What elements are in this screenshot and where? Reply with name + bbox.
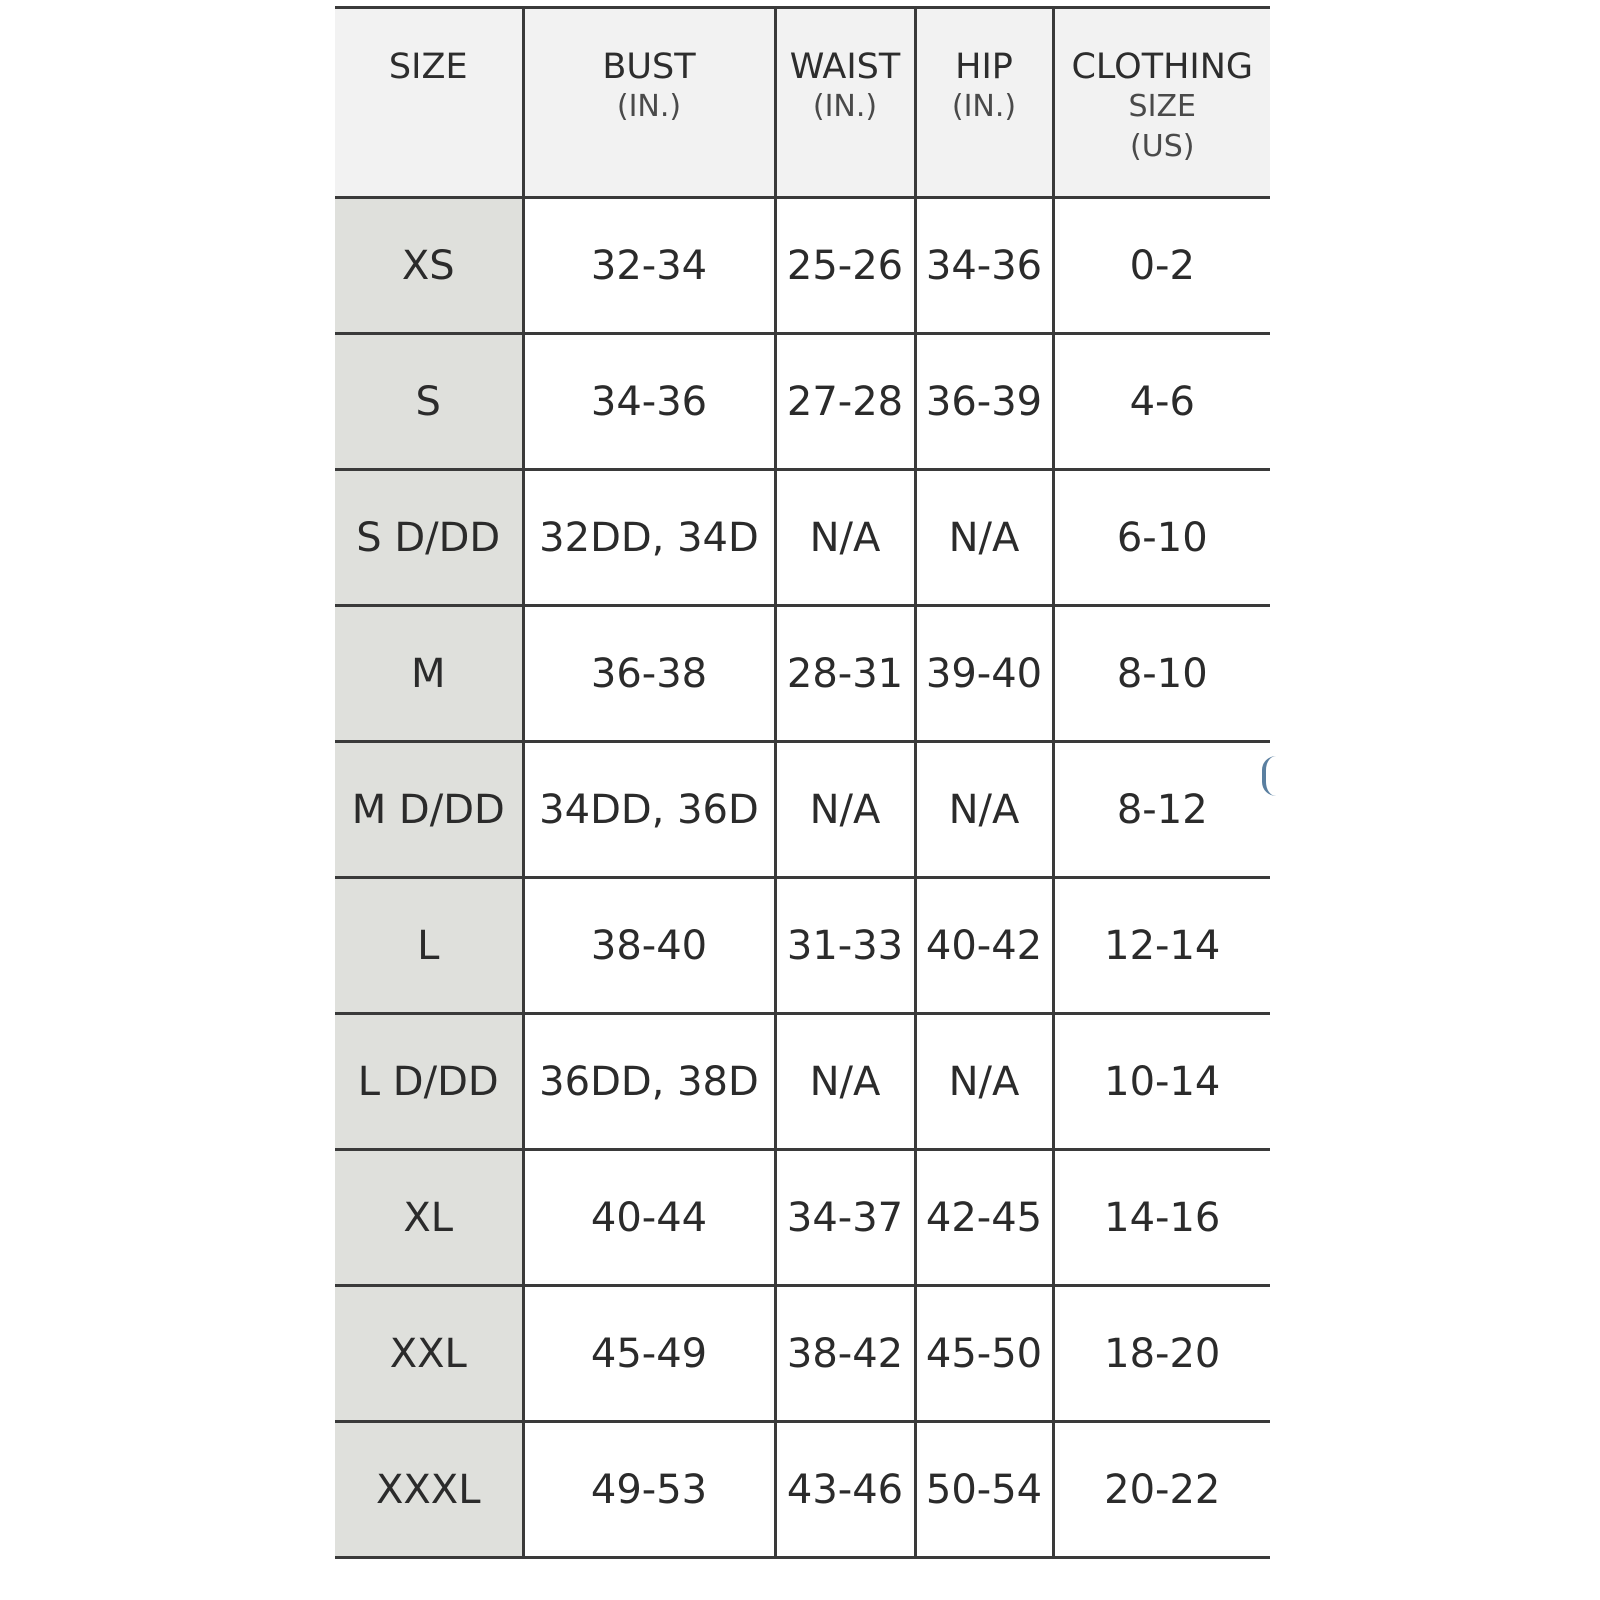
bust-cell: 36DD, 38D	[523, 1014, 775, 1150]
header-hip	[915, 8, 1053, 198]
size-cell: L	[335, 878, 523, 1014]
hip-cell: 42-45	[915, 1150, 1053, 1286]
hip-cell: N/A	[915, 470, 1053, 606]
bust-cell: 40-44	[523, 1150, 775, 1286]
clothing-size-cell: 12-14	[1053, 878, 1270, 1014]
size-chart-table	[335, 6, 1270, 1559]
header-size-title: SIZE	[388, 47, 468, 87]
header-bust-title: BUST	[602, 47, 696, 87]
table-row	[335, 1422, 1270, 1558]
table-row	[335, 878, 1270, 1014]
hip-cell: 39-40	[915, 606, 1053, 742]
header-clothing-unit: SIZE (US)	[1128, 89, 1196, 164]
hip-cell: 40-42	[915, 878, 1053, 1014]
waist-cell: 27-28	[775, 334, 915, 470]
header-bust	[523, 8, 775, 198]
size-cell: M	[335, 606, 523, 742]
hip-cell: N/A	[915, 742, 1053, 878]
clothing-size-cell: 8-12	[1053, 742, 1270, 878]
header-waist	[775, 8, 915, 198]
table-row	[335, 470, 1270, 606]
bust-cell: 34DD, 36D	[523, 742, 775, 878]
waist-cell: 38-42	[775, 1286, 915, 1422]
bust-cell: 36-38	[523, 606, 775, 742]
waist-cell: 43-46	[775, 1422, 915, 1558]
bust-cell: 45-49	[523, 1286, 775, 1422]
header-bust-unit: (IN.)	[616, 89, 682, 124]
clothing-size-cell: 14-16	[1053, 1150, 1270, 1286]
header-waist-unit: (IN.)	[812, 89, 878, 124]
table-row	[335, 742, 1270, 878]
size-cell: M D/DD	[335, 742, 523, 878]
clothing-size-cell: 20-22	[1053, 1422, 1270, 1558]
hip-cell: 45-50	[915, 1286, 1053, 1422]
cropped-edge-mark	[1262, 756, 1276, 796]
header-clothing-title: CLOTHING	[1071, 47, 1254, 87]
waist-cell: 28-31	[775, 606, 915, 742]
size-cell: S	[335, 334, 523, 470]
waist-cell: 34-37	[775, 1150, 915, 1286]
table-row	[335, 334, 1270, 470]
table-body	[335, 198, 1270, 1558]
hip-cell: 50-54	[915, 1422, 1053, 1558]
size-cell: XXXL	[335, 1422, 523, 1558]
table-row	[335, 1286, 1270, 1422]
hip-cell: N/A	[915, 1014, 1053, 1150]
hip-cell: 36-39	[915, 334, 1053, 470]
bust-cell: 32DD, 34D	[523, 470, 775, 606]
waist-cell: N/A	[775, 470, 915, 606]
waist-cell: N/A	[775, 1014, 915, 1150]
hip-cell: 34-36	[915, 198, 1053, 334]
waist-cell: N/A	[775, 742, 915, 878]
clothing-size-cell: 18-20	[1053, 1286, 1270, 1422]
size-cell: S D/DD	[335, 470, 523, 606]
bust-cell: 49-53	[523, 1422, 775, 1558]
clothing-size-cell: 8-10	[1053, 606, 1270, 742]
waist-cell: 25-26	[775, 198, 915, 334]
table-row	[335, 198, 1270, 334]
table-row	[335, 1014, 1270, 1150]
header-waist-title: WAIST	[789, 47, 901, 87]
size-cell: L D/DD	[335, 1014, 523, 1150]
clothing-size-cell: 6-10	[1053, 470, 1270, 606]
header-hip-unit: (IN.)	[951, 89, 1017, 124]
size-cell: XXL	[335, 1286, 523, 1422]
bust-cell: 34-36	[523, 334, 775, 470]
table-row	[335, 1150, 1270, 1286]
header-clothing-size	[1053, 8, 1270, 198]
header-hip-title: HIP	[955, 47, 1013, 87]
clothing-size-cell: 4-6	[1053, 334, 1270, 470]
header-size	[335, 8, 523, 198]
header-row	[335, 8, 1270, 198]
size-cell: XS	[335, 198, 523, 334]
bust-cell: 38-40	[523, 878, 775, 1014]
clothing-size-cell: 0-2	[1053, 198, 1270, 334]
size-cell: XL	[335, 1150, 523, 1286]
bust-cell: 32-34	[523, 198, 775, 334]
table-row	[335, 606, 1270, 742]
waist-cell: 31-33	[775, 878, 915, 1014]
clothing-size-cell: 10-14	[1053, 1014, 1270, 1150]
